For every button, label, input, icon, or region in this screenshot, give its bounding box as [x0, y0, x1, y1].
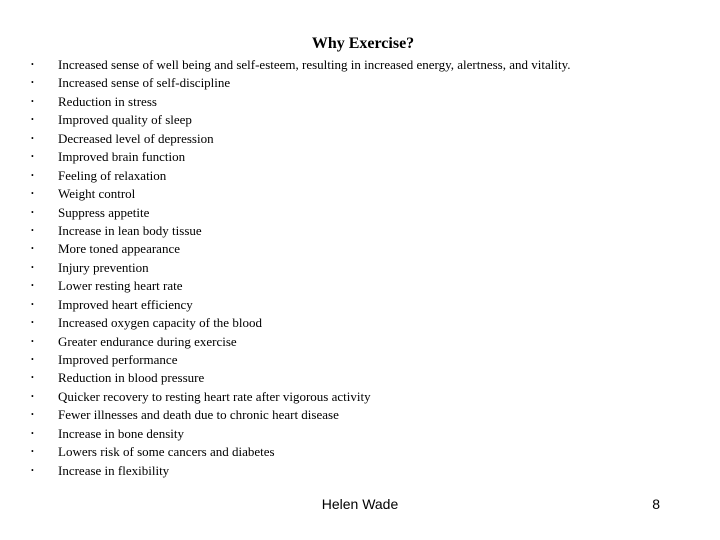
list-item-text: Weight control	[58, 186, 136, 202]
bullet-icon: •	[31, 115, 34, 125]
list-item-text: Increase in bone density	[58, 425, 184, 441]
list-item-text: Increase in lean body tissue	[58, 222, 202, 238]
bullet-icon: •	[31, 355, 34, 364]
list-item-text: Increased oxygen capacity of the blood	[58, 315, 262, 331]
bullet-icon: •	[31, 207, 34, 217]
list-item-text: Greater endurance during exercise	[58, 333, 237, 349]
bullet-icon: •	[31, 465, 34, 475]
bullet-icon: •	[31, 410, 34, 420]
bullet-icon: •	[31, 189, 34, 199]
bullet-icon: •	[31, 78, 34, 88]
bullet-icon: •	[31, 281, 34, 291]
list-item-text: Increased sense of well being and self-esteem, resulting in increased energy, alertness, and vitality.	[58, 57, 571, 72]
bullet-icon: •	[31, 225, 34, 235]
bullet-icon: •	[31, 262, 34, 272]
page-number: 8	[652, 496, 660, 512]
list-item-text: Lowers risk of some cancers and diabetes	[58, 444, 275, 460]
bullet-icon: •	[31, 60, 34, 69]
bullet-icon: •	[31, 428, 34, 438]
list-item-text: Suppress appetite	[58, 204, 150, 220]
list-item-text: Fewer illnesses and death due to chronic heart disease	[58, 407, 339, 423]
list-item-text: Lower resting heart rate	[58, 278, 183, 294]
list-item-text: Increased sense of self-discipline	[58, 75, 231, 91]
bullet-icon: •	[31, 244, 34, 254]
list-item-text: Reduction in blood pressure	[58, 370, 205, 386]
footer-author: Helen Wade	[321, 496, 399, 512]
list-item-text: Injury prevention	[58, 259, 149, 275]
bullet-icon: •	[31, 170, 34, 180]
bullet-icon: •	[31, 152, 34, 162]
bullet-icon: •	[31, 373, 34, 383]
list-item-text: Quicker recovery to resting heart rate after vigorous activity	[58, 388, 371, 404]
list-item-text: Improved quality of sleep	[58, 112, 192, 128]
bullet-icon: •	[31, 391, 34, 401]
slide-title: Why Exercise?	[311, 35, 415, 52]
list-item-text: Decreased level of depression	[58, 130, 214, 146]
bullet-icon: •	[31, 318, 34, 328]
bullet-icon: •	[31, 299, 34, 309]
list-item-text: Improved brain function	[58, 149, 186, 165]
list-item-text: Improved heart efficiency	[58, 296, 193, 312]
list-item-text: More toned appearance	[58, 241, 180, 257]
bullet-icon: •	[31, 447, 34, 457]
list-item-text: Feeling of relaxation	[58, 167, 167, 183]
list-item-text: Improved performance	[58, 352, 178, 367]
list-item-text: Increase in flexibility	[58, 462, 170, 478]
bullet-icon: •	[31, 133, 34, 143]
bullet-icon: •	[31, 96, 34, 106]
bullet-icon: •	[31, 336, 34, 346]
list-item-text: Reduction in stress	[58, 93, 157, 109]
